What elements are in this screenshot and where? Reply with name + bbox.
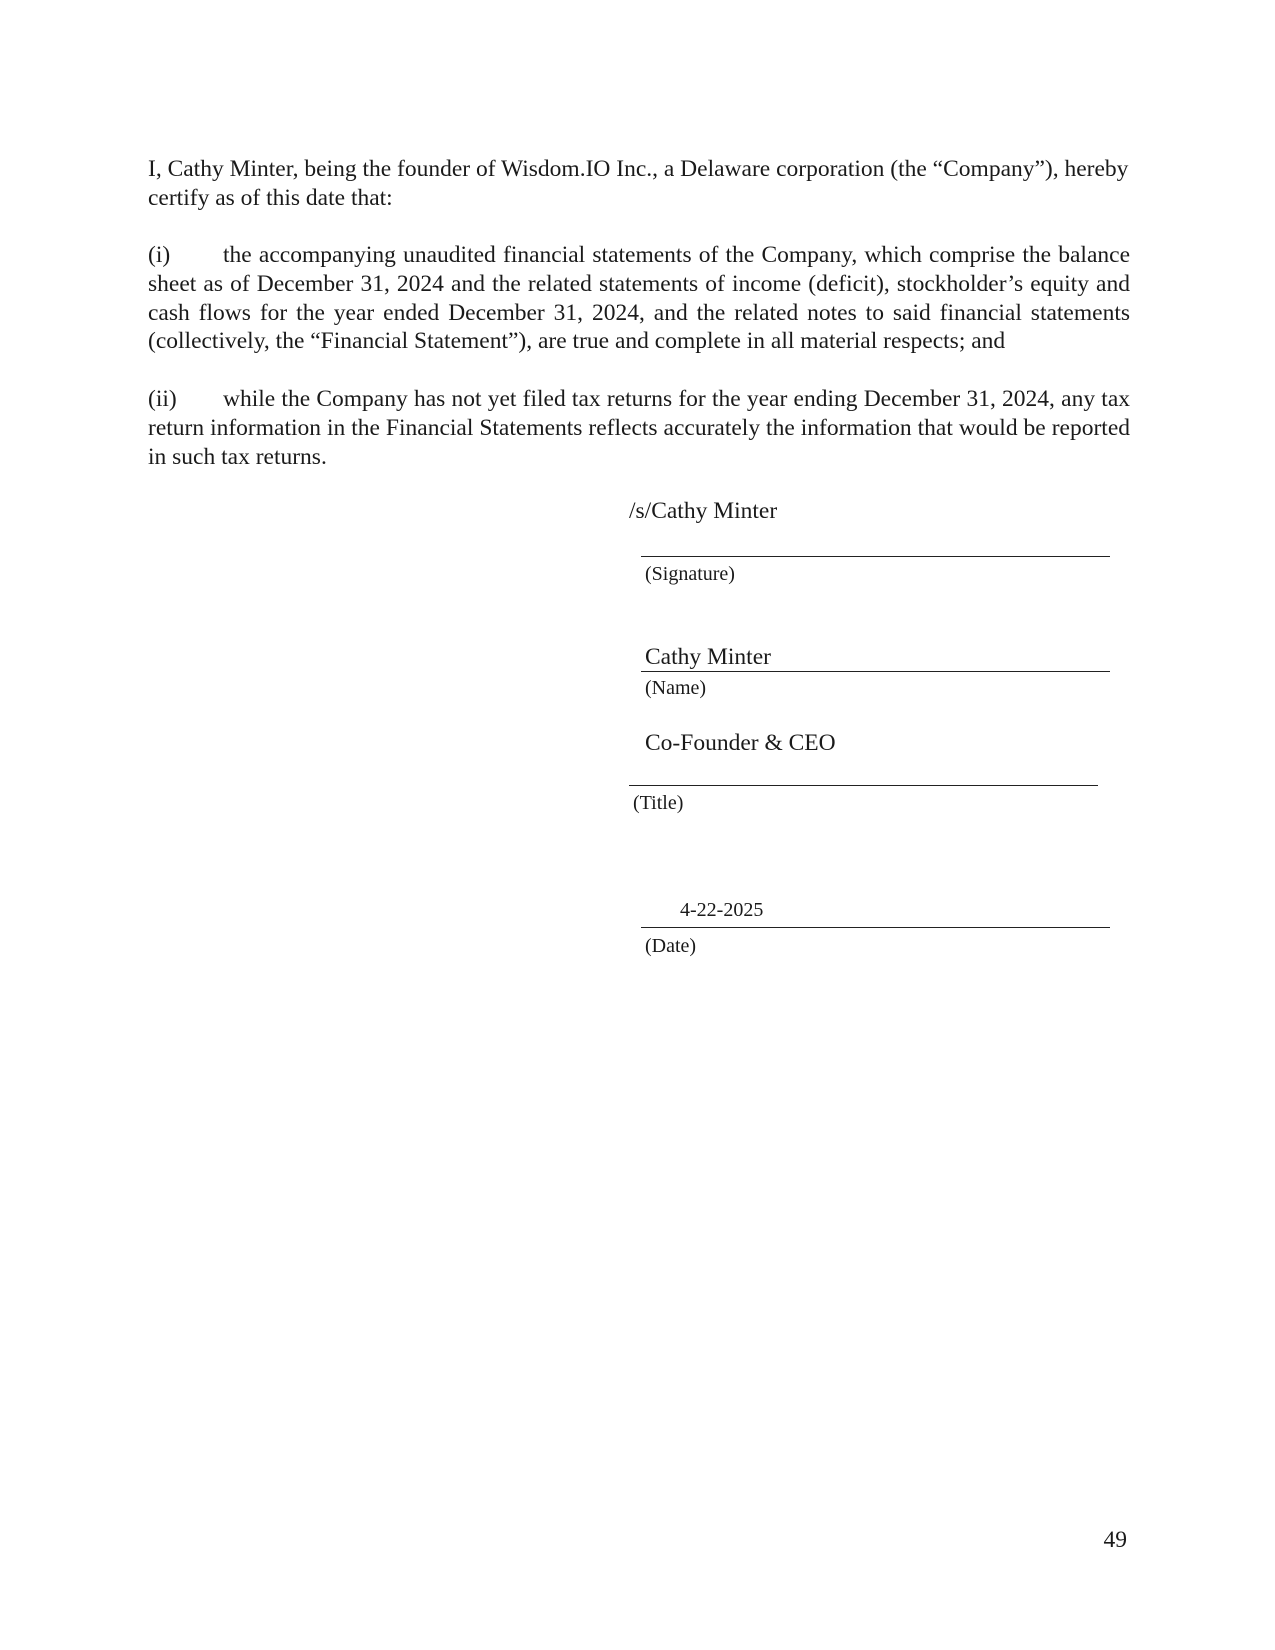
name-line <box>641 671 1110 672</box>
title-line <box>629 785 1098 786</box>
certification-item-ii <box>148 385 1130 471</box>
item-marker: (ii) <box>148 386 177 412</box>
date-label: (Date) <box>645 935 697 957</box>
item-text: while the Company has not yet filed tax returns for the year ending December 31, 2024, any tax return information in the Financial Statements reflects accurately the information that would be reported in such tax returns. <box>148 386 1130 470</box>
page-number: 49 <box>1103 1527 1127 1553</box>
item-text: the accompanying unaudited financial statements of the Company, which comprise the balance sheet as of December 31, 2024 and the related statements of income (deficit), stockholder’s equity and cash flows for the year ended December 31, 2024, and the related notes to said financial statements (collectively, the “Financial Statement”), are true and complete in all material respects; and <box>148 242 1130 355</box>
certification-item-i <box>148 241 1130 356</box>
name-label: (Name) <box>645 677 707 699</box>
item-marker: (i) <box>148 242 171 268</box>
title-value: Co-Founder & CEO <box>645 730 836 756</box>
name-value: Cathy Minter <box>645 644 771 670</box>
signature-line <box>641 556 1110 557</box>
signature-label: (Signature) <box>645 563 735 585</box>
date-line <box>641 927 1110 928</box>
date-value: 4-22-2025 <box>680 899 764 921</box>
title-label: (Title) <box>633 792 684 814</box>
certification-intro: I, Cathy Minter, being the founder of Wisdom.IO Inc., a Delaware corporation (the “Company”), hereby certify as of this date that: <box>148 156 1129 211</box>
signature-value: /s/Cathy Minter <box>629 498 778 524</box>
